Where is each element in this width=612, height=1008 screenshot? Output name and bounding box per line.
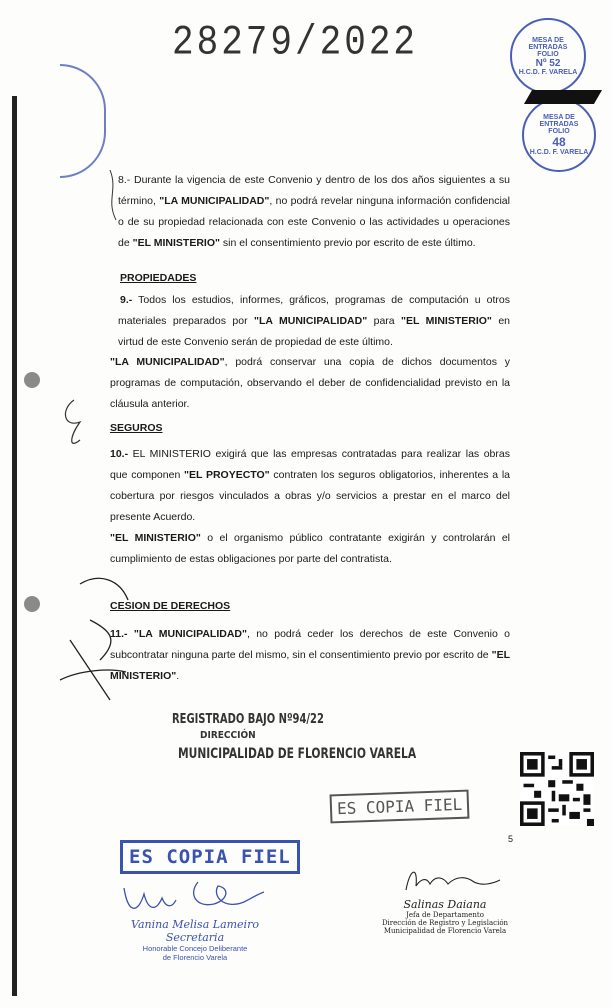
mesa-entradas-stamp-top [510,18,586,94]
clause-text: en virtud de este Convenio serán de propiedad de este último. [118,315,511,348]
clause-text: para [367,315,402,327]
party-name: "LA MUNICIPALIDAD" [253,315,368,327]
party-name: "EL MINISTERIO" [110,532,201,544]
clause-text: . [176,670,180,682]
registro-stamp-line-1: REGISTRADO BAJO Nº94/22 [172,712,324,727]
heading-propiedades: PROPIEDADES [120,272,197,284]
binding-edge [12,96,17,996]
margin-annotations [40,160,133,720]
mesa-entradas-stamp-second [522,98,596,172]
heading-cesion-de-derechos: CESION DE DERECHOS [110,600,231,612]
clause-number: 8.- [118,174,131,186]
signer-role: Jefa de Departamento [406,911,484,919]
stamp-bottom-text: H.C.D. F. VARELA [518,68,578,76]
signature-right-scribble [396,862,506,896]
clause-11 [110,624,510,687]
signer-role: Secretaria [165,931,225,944]
signer-name: Vanina Melisa Lameiro [131,918,259,931]
clause-10-paragraph-2 [110,528,510,570]
clause-text: Durante la vigencia de este Convenio y dentro de los dos años siguientes a su término, [118,174,510,207]
clause-8 [118,170,510,254]
copia-fiel-stamp-grey: ES COPIA FIEL [330,790,470,824]
party-name: "LA MUNICIPALIDAD" [159,195,270,207]
party-name: "EL MINISTERIO" [401,315,492,327]
clause-text: contraten los seguros obligatorios, inherentes a la cobertura por riesgos vinculados a obras y/o servicios a prestar en el marco del presente Acuerdo. [110,469,510,523]
party-name: "LA MUNICIPALIDAD" [133,628,247,640]
signature-right-block [360,898,530,935]
page-number: 5 [508,834,514,844]
clause-10 [110,444,510,528]
binder-hole-1 [24,372,40,388]
signer-org-1: Honorable Concejo Deliberante [142,944,248,953]
party-name: "EL MINISTERIO" [132,237,220,249]
stamp-folio-number: Nº 52 [535,57,561,69]
signature-left-scribble [118,874,268,920]
registro-stamp-line-2: DIRECCIÓN [200,730,256,741]
clause-text: o el organismo público contratante exigirán y controlarán el cumplimiento de estas obligaciones por parte del contratista. [110,532,510,565]
signer-org-1: Dirección de Registro y Legislación [381,919,509,927]
clause-text: , no podrá ceder los derechos de este Convenio o subcontratar ninguna parte del mismo, sin el consentimiento previo por escrito de [110,628,510,661]
stamp-top-text: MESA DE ENTRADAS [528,36,568,51]
clause-text: , no podrá revelar ninguna información confidencial o de su propiedad relacionada con este Convenio o las actividades u operaciones de [118,195,510,249]
clause-text: , podrá conservar una copia de dichos documentos y programas de computación, observando el deber de confidencialidad previsto en la cláusula anterior. [110,356,510,410]
signer-name: Salinas Daiana [403,898,487,911]
clause-text: sin el consentimiento previo por escrito de este último. [219,237,476,249]
heading-seguros: SEGUROS [110,422,163,434]
stamp-bottom-text: H.C.D. F. VARELA [529,149,589,156]
copia-fiel-stamp-blue: ES COPIA FIEL [120,840,300,874]
signer-org-2: Municipalidad de Florencio Varela [383,927,507,935]
party-name: "LA MUNICIPALIDAD" [110,356,225,368]
stamp-folio-label: FOLIO [548,128,570,135]
stamp-folio-label: FOLIO [537,50,559,58]
signature-left-block [110,918,280,962]
black-corner-mark [524,90,602,104]
document-number: 28279/2022 [172,18,419,67]
signer-org-2: de Florencio Varela [162,953,228,962]
party-name: "EL PROYECTO" [184,469,270,481]
registro-stamp-line-3: MUNICIPALIDAD DE FLORENCIO VARELA [178,746,417,762]
party-name: "EL MINISTERIO" [110,649,510,682]
clause-text: Todos los estudios, informes, gráficos, programas de computación u otros materiales preparados por [118,294,510,327]
binder-hole-2 [24,596,40,612]
clause-number: 11.- [110,628,128,640]
clause-number: 9.- [120,294,133,306]
stamp-top-text: MESA DE ENTRADAS [539,114,579,128]
stamp-folio-number: 48 [552,135,566,149]
clause-number: 10.- [110,448,129,460]
clause-9 [118,290,510,353]
qr-code [520,752,594,826]
clause-9-paragraph-2 [110,352,510,415]
clause-text: EL MINISTERIO exigirá que las empresas contratadas para realizar las obras que componen [110,448,510,481]
